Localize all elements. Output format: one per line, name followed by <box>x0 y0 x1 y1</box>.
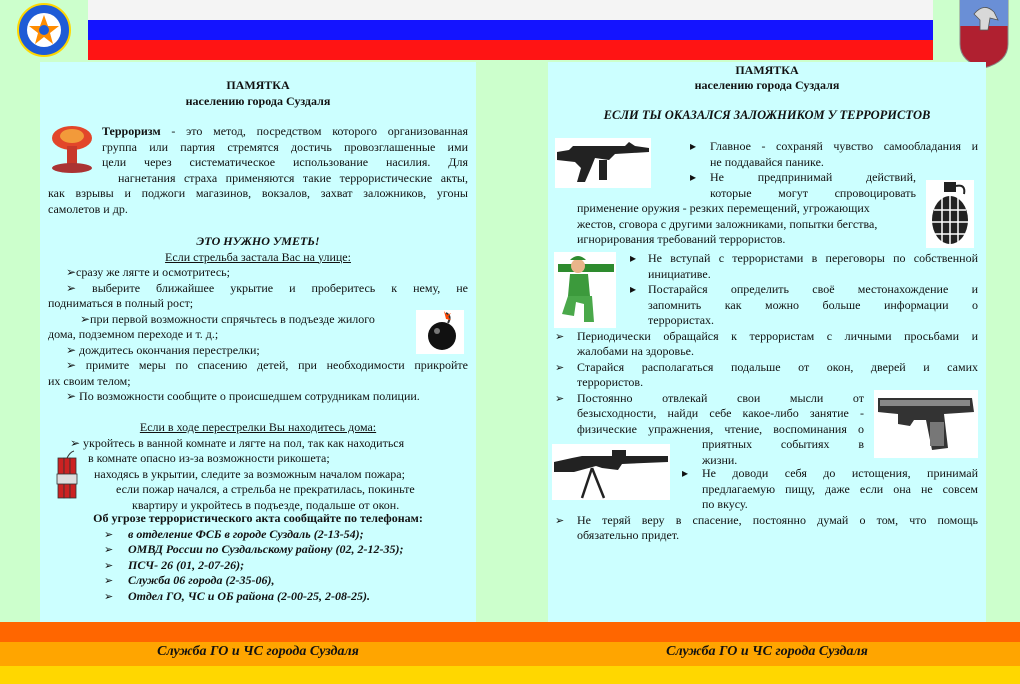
hostage-b1: Не предпринимай действий, <box>710 170 916 184</box>
street-line-2: ➢ выберите ближайшее укрытие и проберитесь к нему, не <box>66 280 468 295</box>
hostage-g1: Постоянно отвлекай свои мысли от <box>577 390 864 405</box>
terror-term: Терроризм <box>102 124 161 138</box>
dynamite-icon <box>56 450 78 504</box>
street-title: Если стрельба застала Вас на улице: <box>165 249 351 264</box>
street-line-8: их своим телом; <box>48 373 131 388</box>
hostage-a1: Главное - сохраняй чувство самообладания и <box>710 139 978 153</box>
explosion-icon <box>50 124 94 174</box>
arrow-e: ➢ <box>555 330 565 343</box>
grenade-icon <box>926 180 974 248</box>
terror-line-3: цели через систематическое использование насилия. Для <box>102 155 468 169</box>
home-line-3: находясь в укрытии, следите за возможным началом пожара; <box>94 466 405 481</box>
mchs-emblem-icon <box>14 2 74 58</box>
street-line-9: ➢ По возможности сообщите о происшедшем сотрудникам полиции. <box>66 389 420 403</box>
street-line-1: ➢сразу же лягте и осмотритесь; <box>66 265 230 279</box>
home-title: Если в ходе перестрелки Вы находитесь дома: <box>139 420 377 434</box>
footer-left-text: Служба ГО и ЧС города Суздаля <box>157 644 359 659</box>
phone-arrow-3: ➢ <box>104 559 114 572</box>
phone-psch: ПСЧ- 26 (01, 2-07-26); <box>128 557 245 572</box>
hostage-d2: запомнить как можно больше информации о <box>648 297 978 312</box>
soldier-icon <box>554 252 616 328</box>
hostage-d1: Постарайся определить своё местонахождение и <box>648 282 978 296</box>
hostage-c1: Не вступай с террористами в переговоры по собственной <box>648 251 978 265</box>
hostage-e2: жалобами на здоровье. <box>577 344 694 358</box>
hostage-b5: игнорирования требований террористов. <box>577 232 786 246</box>
arrow-i: ➢ <box>555 514 565 527</box>
hostage-b3: применение оружия - резких перемещений, угрожающих <box>577 201 870 215</box>
hostage-g3: физические упражнения, чтение, воспоминания о <box>577 421 864 436</box>
phone-arrow-1: ➢ <box>104 528 114 541</box>
hostage-d3: террористах. <box>648 313 715 327</box>
terror-line-6: самолетов и др. <box>48 201 128 216</box>
hostage-a2: не поддавайся панике. <box>710 154 824 169</box>
rifle-icon <box>555 138 651 188</box>
street-line-4: ➢при первой возможности спрячьтесь в подъезде жилого <box>80 311 375 326</box>
arrow-g: ➢ <box>555 392 565 405</box>
phone-go-chs: Отдел ГО, ЧС и ОБ района (2-00-25, 2-08-25). <box>128 588 370 603</box>
hostage-b2: которые могут спровоцировать <box>710 185 916 200</box>
street-line-6: ➢ дождитесь окончания перестрелки; <box>66 342 260 357</box>
bullet-b: ▸ <box>690 170 697 184</box>
street-line-7: ➢ примите меры по спасению детей, при необходимости прикройте <box>66 358 468 372</box>
terror-line-1: Терроризм - это метод, посредством которого организованная <box>102 124 468 138</box>
phone-omvd: ОМВД России по Суздальскому району (02, 2-12-35); <box>128 542 404 556</box>
street-line-3: подниматься в полный рост; <box>48 296 194 310</box>
phone-arrow-5: ➢ <box>104 590 114 603</box>
phone-arrow-2: ➢ <box>104 544 114 556</box>
hostage-f2: террористов. <box>577 375 644 389</box>
home-line-5: квартиру и укройтесь в подъезде, подальше от окон. <box>132 497 400 512</box>
need-title: ЭТО НУЖНО УМЕТЬ! <box>196 234 320 248</box>
hostage-i2: обязательно придет. <box>577 528 680 542</box>
footer-band-orange <box>0 622 1020 642</box>
bullet-h: ▸ <box>682 466 689 480</box>
hostage-g5: жизни. <box>702 452 738 467</box>
hostage-h1: Не доводи себя до истощения, принимай <box>702 466 978 480</box>
hostage-e1: Периодически обращайся к террористам с личными просьбами и <box>577 328 978 343</box>
right-title: ПАМЯТКА <box>735 63 799 77</box>
left-title: ПАМЯТКА <box>226 78 290 92</box>
bullet-c: ▸ <box>630 251 637 265</box>
hostage-h3: по вкусу. <box>702 497 748 511</box>
hostage-g4: приятных событиях в <box>702 437 864 451</box>
phones-title: Об угрозе террористического акта сообщайте по телефонам: <box>93 511 423 525</box>
hostage-b4: жестов, сговора с другими заложниками, попытки бегства, <box>577 216 878 231</box>
hostage-c2: инициативе. <box>648 266 711 281</box>
hostage-f1: Старайся располагаться подальше от окон, дверей и самих <box>577 359 978 374</box>
footer-band-yellow <box>0 666 1020 684</box>
suzdal-coat-of-arms-icon <box>958 0 1010 70</box>
footer-right-text: Служба ГО и ЧС города Суздаля <box>666 644 868 659</box>
terror-line-4: нагнетания страха применяются такие террористические акты, <box>118 170 468 185</box>
home-line-1: ➢ укройтесь в ванной комнате и лягте на пол, так как находиться <box>70 435 405 450</box>
street-line-5: дома, подземном переходе и т. д.; <box>48 327 219 341</box>
machine-gun-icon <box>552 444 670 500</box>
bomb-icon <box>416 310 464 354</box>
home-line-4: если пожар начался, а стрельба не прекратилась, покиньте <box>116 482 415 496</box>
bullet-d: ▸ <box>630 282 637 296</box>
hostage-title: ЕСЛИ ТЫ ОКАЗАЛСЯ ЗАЛОЖНИКОМ У ТЕРРОРИСТОВ <box>603 108 931 122</box>
hostage-i1: Не теряй веру в спасение, постоянно думай о том, что помощь <box>577 512 978 527</box>
arrow-f: ➢ <box>555 361 565 374</box>
terror-line-2: группа или партия стремятся достичь провозглашенные ими <box>102 139 468 154</box>
hostage-g2: безысходности, найди себе какое-либо занятие - <box>577 406 864 420</box>
home-line-2: в комнате опасно из-за возможности рикошета; <box>88 451 330 465</box>
terror-line-5: как взрывы и поджоги магазинов, вокзалов, захват заложников, угоны <box>48 186 468 200</box>
pistol-icon <box>874 390 978 458</box>
left-subtitle: населению города Суздаля <box>185 94 331 108</box>
phone-fsb: в отделение ФСБ в городе Суздаль (2-13-54); <box>128 526 364 541</box>
hostage-h2: предлагаемую пищу, даже если она не совсем <box>702 481 978 496</box>
phone-arrow-4: ➢ <box>104 575 114 587</box>
russian-flag-banner <box>88 0 933 60</box>
bullet-a: ▸ <box>690 139 697 153</box>
right-subtitle: населению города Суздаля <box>694 78 840 92</box>
phone-service06: Служба 06 города (2-35-06), <box>128 573 275 587</box>
